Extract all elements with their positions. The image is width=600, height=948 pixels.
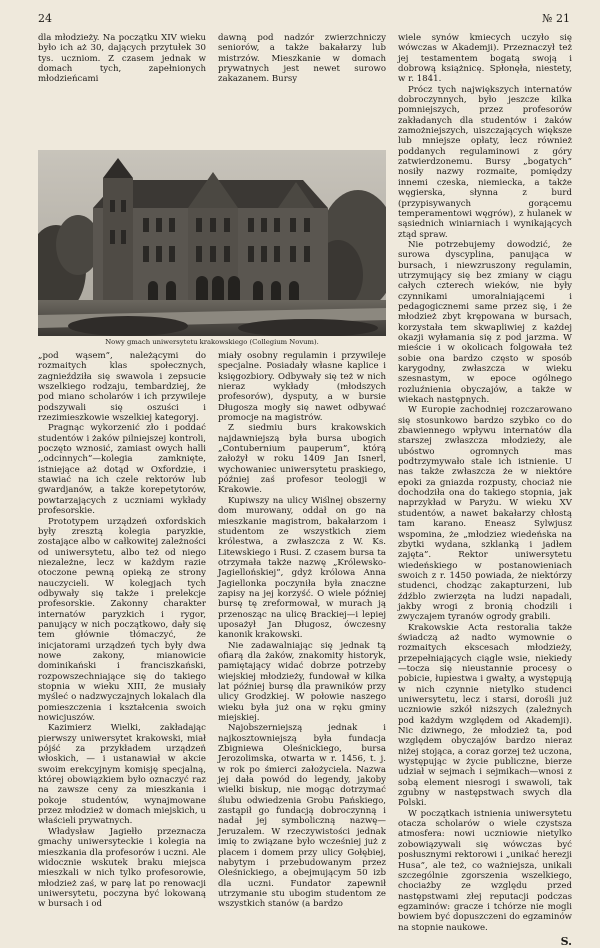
paragraph: dawną pod nadzór zwierzchniczy seniorów, a także bakałarzy lub mistrzów. Mieszkanie w domach prywatnych jest newet surowo zakazanem. Bursy [218, 33, 386, 85]
paragraph: dla młodzieży. Na początku XIV wieku było ich aż 30, dających przytułek 30 tys. uczniom. Z czasem jednak w domach tych, zapełnionych młodzieńcami [38, 33, 206, 85]
column-3 [398, 33, 572, 947]
paragraph: Prototypem urządzeń oxfordskich były zresztą kolegia paryzkie, zostające albo w całkowitej zależności od uniwersytetu, albo też od niego niezależne, lecz w każdym razie otoczone pewną opieką ze strony nauczycieli. W kolegjach tych odbywały się także i prelekcje profesorskie. Zakonny charakter internatów paryzkich i rygor, panujący w nich początkowo, dały się tem głównie tłómaczyć, że inicjatorami urządzeń tych były dwa nowe zakony, mianowicie dominikański i franciszkański, rozpowszechniające się do takiego stopnia w wieku XIII, że musiały myśleć o nadzwyczajnych lokalach dla pomieszczenia i kształcenia swoich nowicjuszów. [38, 516, 206, 724]
paragraph: Kazimierz Wielki, zakładając pierwszy uniwersytet krakowski, miał pójść za przykładem urządzeń włoskich, — i ustanawiał w akcie swoim erekcyjnym komisję specjalną, której obowiązkiem było oznaczyć raz na zawsze ceny za mieszkania i pokoje studentów, wynajmowane przez młodzież w domach miejskich, u właścieli prywatnych. [38, 723, 206, 827]
paragraph: Kupiwszy na ulicy Wiślnej obszerny dom murowany, oddał on go na mieszkanie magistrom, bakałarzom i studentom ze wszystkich ziem królestwa, a zwłaszcza z W. Ks. Litewskiego i Rusi. Z czasem bursa ta otrzymała także nazwę „Królewsko-Jagiellońskiej”, gdyż królowa Anna Jagiellonka poczyniła była znaczne zapisy na jej korzyść. O wiele później bursę tę zreformował, w murach ją przenosząc na ulicę Brackiej—i lepiej uposażył Jan Długosz, ówczesny kanonik krakowski. [218, 495, 386, 641]
paragraph: W Europie zachodniej rozczarowano się stosunkowo bardzo szybko co do zbawiennego wpływu internatów dla starszej zwłaszcza młodzieży, ale ubóstwo ogromnych mas podtrzymywało stale ich istnienie. U nas także zwłaszcza że w niektóre epoki za gniazda rozpusty, chociaż nie dochodziła ona do takiego stopnia, jak naprzykład w Paryżu. W wieku XV studentów, a nawet bakałarzy chłostą tam karano. Eneasz Sylwjusz wspomina, że „młodziez wiedeńska na zbytki wydana, szklanką i jadłem zajęta”. Rektor uniwersytetu wiedeńskiego w postanowieniach swoich z r. 1450 powiada, że niektórzy studenci, chodząc zakapturzeni, lub źdźblo zwierzęta na ludzi napadali, jakby wrogi z bronią chodzili i zwyczajem tyranów ogrody grabili. [398, 405, 572, 623]
paragraph: Najobszerniejszą jednak i najkosztowniejszą była fundacja Zbigniewa Oleśnickiego, bursa Jerozolimska, otwarta w r. 1456, t. j. w rok po śmierci założyciela. Nazwa jej dała powód do legendy, jakoby wielki biskup, nie mogąc dotrzymać ślubu odwiedzenia Grobu Pańskiego, zastąpił go fundacją dobroczynną i nadał jej symboliczną nazwę—Jeruzalem. W rzeczywistości jednak imię to związane było wcześniej już z placem i domem przy ulicy Gołębiej, nabytym i przebudowanym przez Oleśnickiego, a obejmującym 50 izb dla uczni. Fundator zapewnił utrzymanie stu ubogim studentom ze wszystkich stanów (a bardzo [218, 723, 386, 910]
paragraph: Krakowskie Acta restoralia także świadczą aż nadto wymownie o rozmaitych ekscesach młodzieży, przepełniających ciągle wsie, niekiedy—tocza się nieustannie procesy o pobicie, łupiestwa i gwałty, a występują w nich czynnie nietylko studenci uniwersytetu, lecz i starsi, dorośli już uczniowie szkół niższych (zależnych pod każdym względem od Akademji). Nic dziwnego, że młodzież ta, pod względem obyczajów bardzo nieraz niżej stojąca, a coraz gorzej też uczona, występując w życie publiczne, bierze udział w sejmach i sejmikach—wnosi z sobą element niesrogi i swawoli, tak zgubny w następstwach swych dla Polski. [398, 622, 572, 809]
page-header [0, 0, 600, 30]
paragraph: wiele synów kmiecych uczyło się wówczas w Akademji). Przeznaczył też jej testamentem bogatą swoją i dobrową książnicę. Spłonęła, niestety, w r. 1841. [398, 33, 572, 85]
photo-caption: Nowy gmach uniwersytetu krakowskiego (Collegium Novum). [105, 338, 319, 346]
page-number: 24 [38, 12, 52, 25]
issue-number: № 21 [542, 12, 570, 25]
author-signature: S. [560, 934, 572, 948]
column-1-bottom [38, 351, 206, 910]
figure [38, 150, 386, 346]
building-photo [38, 150, 386, 336]
paragraph: Władysław Jagiełło przeznacza gmachy uniwersyteckie i kolegia na mieszkania dla profesorów i uczni. Ale widocznie wskutek braku miejsca mieszkali w nich tylko profesorowie, młodzież zaś, w parę lat po renowacji uniwersytetu, poczyna być lokowaną w bursach i od [38, 826, 206, 910]
column-1-top [38, 33, 206, 85]
paragraph: Pragnąc wykorzenić zło i poddać studentów i żaków pilniejszej kontroli, poczęto wznosić, zamiast owych halli ,,odcinnych”—kolegia zamknięte, istniejące aż dotąd w Oxfordzie, i stawiać na ich czele rektorów lub gwardjanów, a także korepetytorów, powtarzających z uczniami wykłady profesorskie. [38, 423, 206, 517]
column-2-bottom [218, 351, 386, 910]
paragraph: W początkach istnienia uniwersytetu otacza scholarów o wiele czystsza atmosfera: nowi uczniowie nietylko zobowiązywali się wówczas być posłusznymi rektorowi i „unikać herezji Husa”, ale też, co ważniejsza, unikali szczególnie zgorszenia wszelkiego, chociażby ze względu przed następstwami złej reputacji podczas egzaminów: gracze i tchórze nie mogli bowiem być dopuszczeni do egzaminów na stopnie naukowe. [398, 808, 572, 933]
column-2-top [218, 33, 386, 85]
paragraph: Nie potrzebujemy dowodzić, że surowa dyscyplina, panująca w bursach, i niewzruszony regulamin, utrzymujący się bez zmiany w ciągu całych czterech wieków, nie były czynnikami umoralniającemi i pedagogicznemi same przez się, i że młodzież zbyt krępowana w bursach, korzystała tem skwapliwiej z każdej okazji wyłamania się z pod jarzma. W mieście i w okolicach folgowała też sobie ona bardzo często w sposób karygodny, zwłaszcza w wieku szesnastym, w epoce ogólnego rozluźnienia obyczajów, a także w wiekach następnych. [398, 239, 572, 406]
paragraph: „pod wąsem”, należącymi do rozmaitych klas społecznych, zagnieździła się swawola i zepsucie wszelkiego rodzaju, tembardziej, że pod miano scholarów i ich przywileje podszywali się oszuści i rzezimieszkowie wszelkiej kategoryj. [38, 351, 206, 424]
paragraph: miały osobny regulamin i przywileje specjalne. Posiadały własne kaplice i księgozbiory. Odbywały się też w nich nieraz wykłady (młodszych profesorów), dysputy, a w bursie Długosza mogły się nawet odbywać promocje na magistrów. [218, 351, 386, 424]
paragraph: Z siedmiu burs krakowskich najdawniejszą była bursa ubogich „Contubernium pauperum”, którą założył w roku 1409 Jan Isnerl, wychowaniec uniwersytetu praskiego, później zaś profesor teologji w Krakowie. [218, 423, 386, 496]
paragraph: Nie zadawalniając się jednak tą ofiarą dla żaków, znakomity historyk, pamiętający widać dobrze potrzeby wiejskiej młodzieży, fundował w kilka lat później bursę dla prawników przy ulicy Grodzkiej. W połowie naszego wieku była już ona w ręku gminy miejskiej. [218, 640, 386, 724]
paragraph: Prócz tych największych internatów dobroczynnych, było jeszcze kilka pomniejszych, przez profesorów zakładanych dla studentów i żaków zamożniejszych, uiszczających większe lub mniejsze opłaty, lecz również poddanych regulaminowi z góry zatwierdzonemu. Bursy „bogatych” nosiły nazwy rozmaite, pomiędzy innemi czeska, niemiecka, a także węgierska, słynna z burd (przypisywanych gorącemu temperamentowi węgrów), z hulanek w sąsiednich winiarniach i wynikających ztąd spraw. [398, 84, 572, 240]
